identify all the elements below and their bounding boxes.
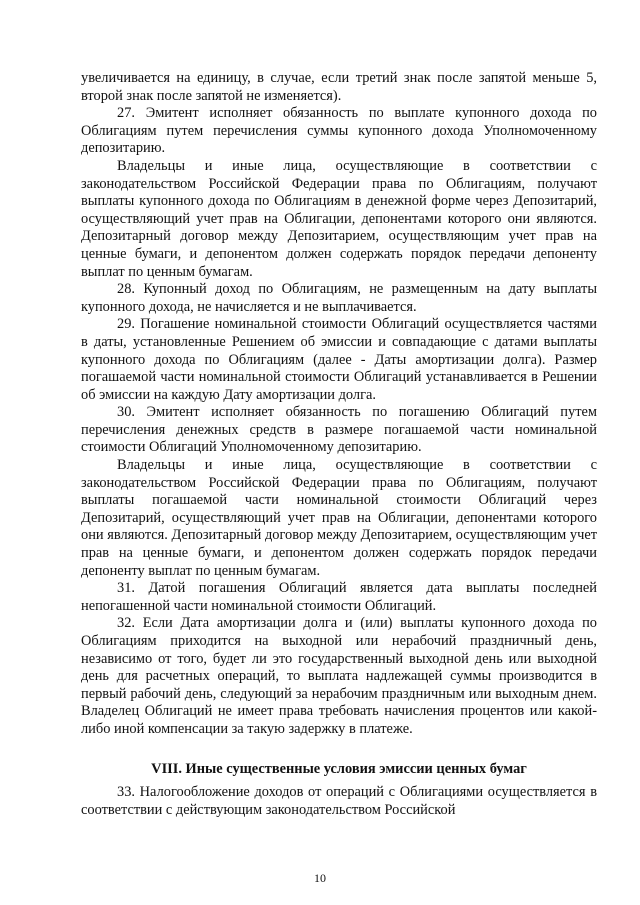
paragraph: увеличивается на единицу, в случае, если третий знак после запятой меньше 5, второй знак после запятой не изменяется). (81, 70, 597, 104)
paragraph-31: 31. Датой погашения Облигаций является дата выплаты последней непогашенной части номинальной стоимости Облигаций. (81, 580, 597, 614)
paragraph-32: 32. Если Дата амортизации долга и (или) выплаты купонного дохода по Облигациям приходится на выходной или нерабочий праздничный день, независимо от того, будет ли это государственный выходной день или выходной день для расчетных операций, то выплата надлежащей суммы производится в первый рабочий день, следующий за нерабочим праздничным или выходным днем. Владелец Облигаций не имеет права требовать начисления процентов или какой-либо иной компенсации за такую задержку в платеже. (81, 615, 597, 737)
paragraph: Владельцы и иные лица, осуществляющие в соответствии с законодательством Российской Федерации права по Облигациям, получают выплаты погашаемой части номинальной стоимости Облигаций через Депозитарий, осуществляющий учет прав на Облигации, депонентами которого они являются. Депозитарный договор между Депозитарием, осуществляющим учет прав на ценные бумаги, и депонентом должен содержать порядок передачи депоненту выплат по ценным бумагам. (81, 457, 597, 579)
paragraph-28: 28. Купонный доход по Облигациям, не размещенным на дату выплаты купонного дохода, не начисляется и не выплачивается. (81, 281, 597, 315)
paragraph-33: 33. Налогообложение доходов от операций с Облигациями осуществляется в соответствии с действующим законодательством Российской (81, 784, 597, 818)
page-number: 10 (314, 871, 326, 885)
paragraph: Владельцы и иные лица, осуществляющие в соответствии с законодательством Российской Федерации права по Облигациям, получают выплаты купонного дохода по Облигациям в денежной форме через Депозитарий, осуществляющий учет прав на Облигации, депонентами которого они являются. Депозитарный договор между Депозитарием, осуществляющим учет прав на ценные бумаги, и депонентом должен содержать порядок передачи депоненту выплат по ценным бумагам. (81, 157, 597, 280)
paragraph-29: 29. Погашение номинальной стоимости Облигаций осуществляется частями в даты, установленные Решением об эмиссии и совпадающие с датами выплаты купонного дохода по Облигациям (далее - Даты амортизации долга). Размер погашаемой части номинальной стоимости Облигаций устанавливается в Решении об эмиссии на каждую Дату амортизации долга. (81, 316, 597, 403)
page-content (81, 70, 597, 819)
paragraph-27: 27. Эмитент исполняет обязанность по выплате купонного дохода по Облигациям путем перечисления суммы купонного дохода Уполномоченному депозитарию. (81, 105, 597, 157)
paragraph-30: 30. Эмитент исполняет обязанность по погашению Облигаций путем перечисления денежных средств в размере погашаемой части номинальной стоимости Облигаций Уполномоченному депозитарию. (81, 404, 597, 456)
section-heading: VIII. Иные существенные условия эмиссии ценных бумаг (151, 760, 527, 777)
